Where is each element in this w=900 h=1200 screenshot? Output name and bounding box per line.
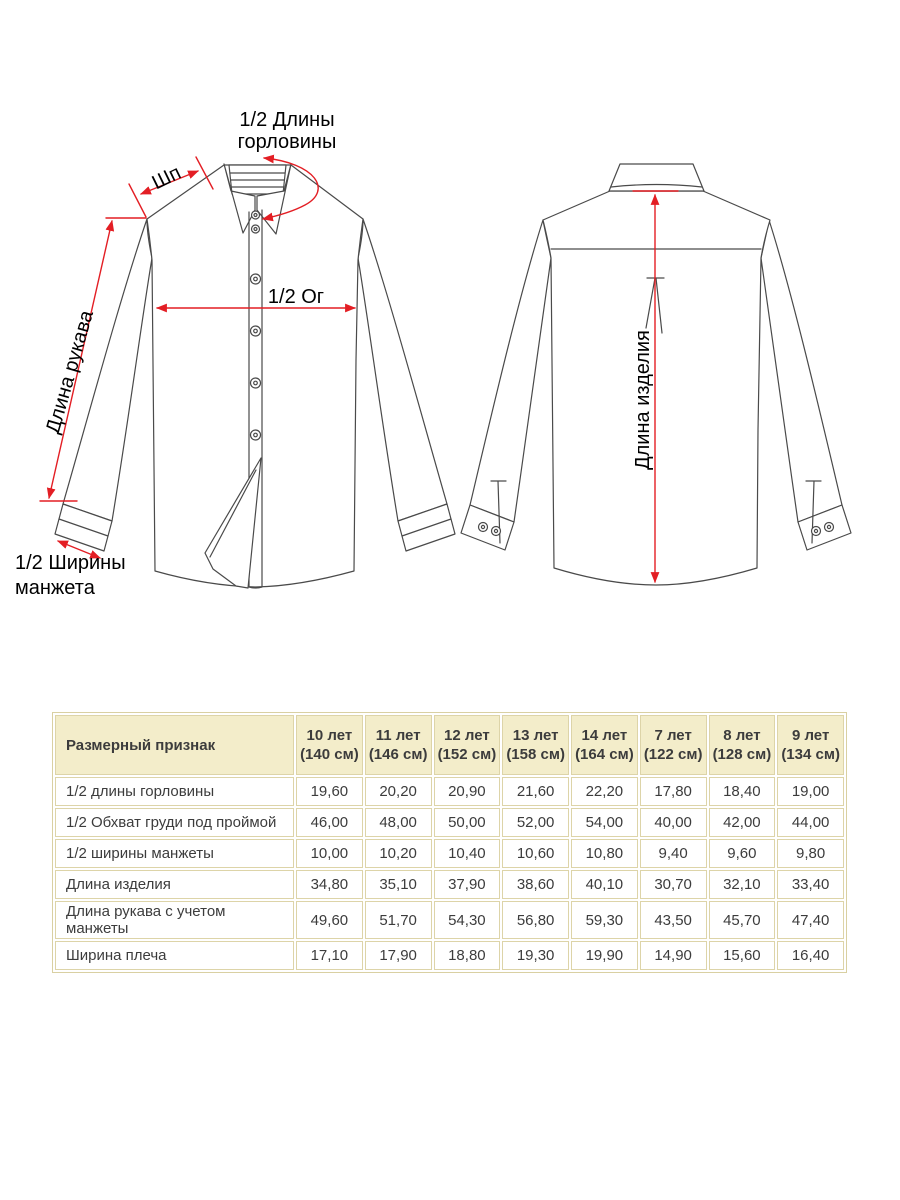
value-cell: 20,20 (365, 777, 432, 806)
table-row (55, 941, 844, 970)
value-cell: 17,90 (365, 941, 432, 970)
shirt-front-view (55, 161, 455, 588)
value-cell: 15,60 (709, 941, 776, 970)
value-cell: 47,40 (777, 901, 844, 939)
table-row (55, 901, 844, 939)
row-label: 1/2 длины горловины (55, 777, 294, 806)
value-cell: 40,10 (571, 870, 638, 899)
back-right-sleeve (761, 220, 842, 522)
value-cell: 48,00 (365, 808, 432, 837)
cuff-width-label: 1/2 Ширины манжета (15, 552, 126, 599)
value-cell: 10,80 (571, 839, 638, 868)
value-cell: 22,20 (571, 777, 638, 806)
value-cell: 59,30 (571, 901, 638, 939)
column-header: 9 лет (134 см) (777, 715, 844, 775)
value-cell: 54,00 (571, 808, 638, 837)
value-cell: 50,00 (434, 808, 501, 837)
value-cell: 10,60 (502, 839, 569, 868)
value-cell: 30,70 (640, 870, 707, 899)
sleeve-length-label: Длина рукава (41, 308, 99, 437)
value-cell: 45,70 (709, 901, 776, 939)
row-label: Ширина плеча (55, 941, 294, 970)
value-cell: 19,30 (502, 941, 569, 970)
front-right-sleeve (358, 219, 447, 521)
column-header: 7 лет (122 см) (640, 715, 707, 775)
value-cell: 54,30 (434, 901, 501, 939)
row-label: Длина изделия (55, 870, 294, 899)
row-label: 1/2 Обхват груди под проймой (55, 808, 294, 837)
value-cell: 40,00 (640, 808, 707, 837)
shoulder-width-label: Шп (148, 161, 185, 195)
value-cell: 17,10 (296, 941, 363, 970)
corner-header: Размерный признак (55, 715, 294, 775)
value-cell: 14,90 (640, 941, 707, 970)
column-header: 13 лет (158 см) (502, 715, 569, 775)
value-cell: 9,60 (709, 839, 776, 868)
value-cell: 19,90 (571, 941, 638, 970)
value-cell: 19,00 (777, 777, 844, 806)
chest-width-label: 1/2 Ог (267, 286, 325, 308)
value-cell: 18,40 (709, 777, 776, 806)
column-header: 14 лет (164 см) (571, 715, 638, 775)
value-cell: 52,00 (502, 808, 569, 837)
column-header: 11 лет (146 см) (365, 715, 432, 775)
value-cell: 16,40 (777, 941, 844, 970)
value-cell: 34,80 (296, 870, 363, 899)
header-row (55, 715, 844, 775)
value-cell: 51,70 (365, 901, 432, 939)
row-label: Длина рукава с учетом манжеты (55, 901, 294, 939)
value-cell: 18,80 (434, 941, 501, 970)
value-cell: 10,20 (365, 839, 432, 868)
column-header: 12 лет (152 см) (434, 715, 501, 775)
value-cell: 33,40 (777, 870, 844, 899)
value-cell: 37,90 (434, 870, 501, 899)
back-body (543, 191, 770, 585)
row-label: 1/2 ширины манжеты (55, 839, 294, 868)
value-cell: 49,60 (296, 901, 363, 939)
value-cell: 46,00 (296, 808, 363, 837)
table-row (55, 839, 844, 868)
shirt-back-view (461, 164, 851, 585)
value-cell: 9,80 (777, 839, 844, 868)
value-cell: 10,00 (296, 839, 363, 868)
column-header: 10 лет (140 см) (296, 715, 363, 775)
value-cell: 10,40 (434, 839, 501, 868)
back-left-sleeve (470, 220, 551, 522)
table-row (55, 870, 844, 899)
value-cell: 43,50 (640, 901, 707, 939)
neck-length-label: 1/2 Длины горловины (237, 109, 337, 153)
value-cell: 19,60 (296, 777, 363, 806)
value-cell: 9,40 (640, 839, 707, 868)
table-row (55, 808, 844, 837)
value-cell: 17,80 (640, 777, 707, 806)
value-cell: 44,00 (777, 808, 844, 837)
table-row (55, 777, 844, 806)
value-cell: 42,00 (709, 808, 776, 837)
garment-length-label: Длина изделия (632, 330, 654, 470)
value-cell: 38,60 (502, 870, 569, 899)
value-cell: 21,60 (502, 777, 569, 806)
value-cell: 20,90 (434, 777, 501, 806)
size-table (52, 712, 847, 973)
value-cell: 35,10 (365, 870, 432, 899)
value-cell: 32,10 (709, 870, 776, 899)
value-cell: 56,80 (502, 901, 569, 939)
column-header: 8 лет (128 см) (709, 715, 776, 775)
back-collar (609, 164, 704, 191)
